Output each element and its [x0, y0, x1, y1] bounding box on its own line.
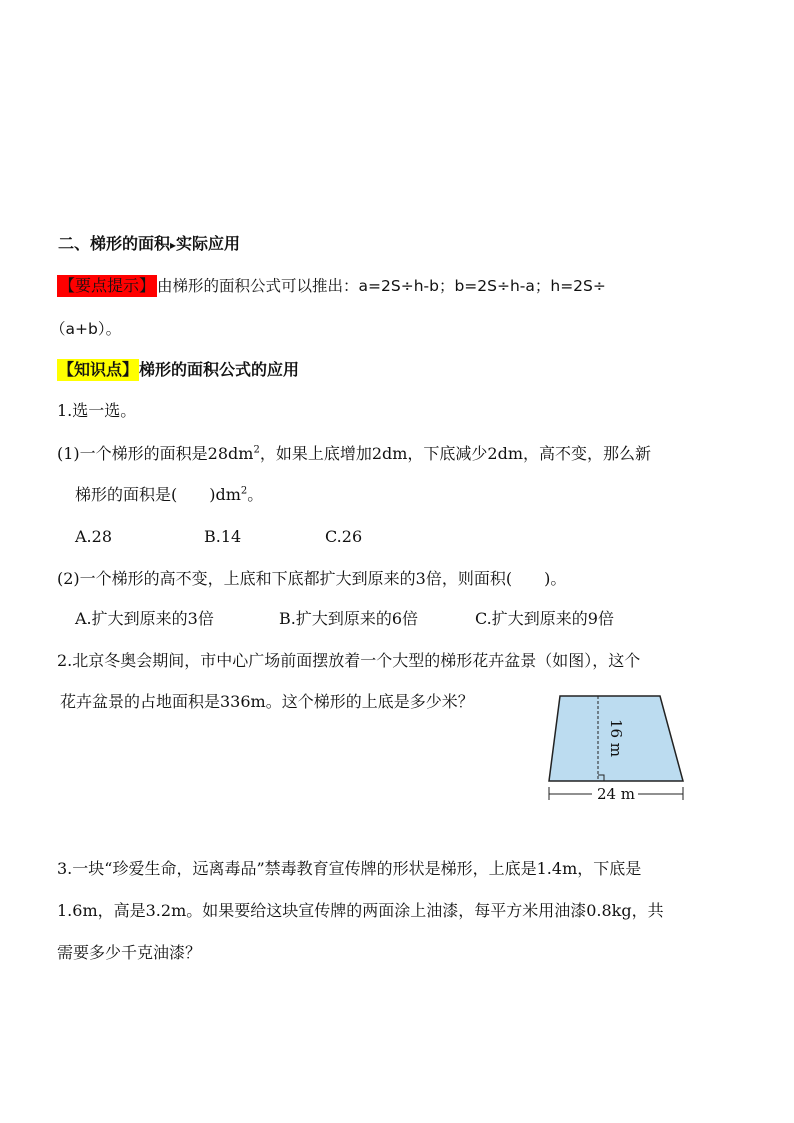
q1-sub2-option-b: B.扩大到原来的6倍 — [279, 609, 419, 628]
key-point-text: 由梯形的面积公式可以推出：a=2S÷h-b；b=2S÷h-a；h=2S÷ — [157, 277, 606, 295]
q3-line1: 3.一块“珍爱生命，远离毒品”禁毒教育宣传牌的形状是梯形，上底是1.4m，下底是 — [57, 859, 642, 878]
q1-sub1-line1 — [57, 443, 651, 465]
height-label: 16 m — [607, 718, 625, 758]
q1-heading: 1.选一选。 — [57, 401, 137, 420]
q3-line3: 需要多少千克油漆？ — [57, 943, 202, 962]
section-title-main: 二、梯形的面积 — [58, 234, 171, 253]
arrow-icon: ▸ — [170, 238, 177, 252]
trapezoid-figure — [540, 690, 690, 805]
q1-sub1-line2-pre: 梯形的面积是( )dm — [75, 485, 241, 504]
q1-sub1-option-b: B.14 — [204, 527, 242, 546]
q2-line1: 2.北京冬奥会期间，市中心广场前面摆放着一个大型的梯形花卉盆景（如图），这个 — [57, 651, 641, 670]
q1-sub2-option-a: A.扩大到原来的3倍 — [75, 609, 214, 628]
q1-sub2-option-c: C.扩大到原来的9倍 — [475, 609, 614, 628]
q1-sub1-line1-post: ，如果上底增加2dm，下底减少2dm，高不变，那么新 — [259, 444, 652, 463]
knowledge-tag: 【知识点】 — [58, 360, 139, 379]
knowledge-heading — [57, 359, 299, 381]
q2-line2: 花卉盆景的占地面积是336m。这个梯形的上底是多少米？ — [60, 692, 474, 711]
section-subtitle: 实际应用 — [176, 234, 241, 253]
q1-sub1-option-c: C.26 — [325, 527, 363, 546]
q1-sub1-line2-post: 。 — [247, 485, 264, 504]
q1-sub1-line1-pre: (1)一个梯形的面积是28dm — [57, 444, 254, 463]
base-label: 24 m — [596, 785, 636, 803]
q1-sub1-option-a: A.28 — [75, 527, 112, 546]
q1-sub1-line2-sup: 2 — [240, 485, 248, 497]
key-point-line2: （a+b）。 — [50, 320, 122, 338]
q1-sub1-line2 — [75, 484, 263, 506]
key-point-line1 — [57, 275, 606, 297]
section-title — [58, 233, 240, 256]
knowledge-title: 梯形的面积公式的应用 — [139, 360, 300, 379]
q1-sub2-line1: (2)一个梯形的高不变，上底和下底都扩大到原来的3倍，则面积( )。 — [57, 569, 567, 588]
q1-sub1-line1-sup: 2 — [253, 444, 260, 456]
q3-line2: 1.6m，高是3.2m。如果要给这块宣传牌的两面涂上油漆，每平方米用油漆0.8kg，共 — [57, 901, 664, 920]
key-point-tag: 【要点提示】 — [59, 276, 156, 295]
